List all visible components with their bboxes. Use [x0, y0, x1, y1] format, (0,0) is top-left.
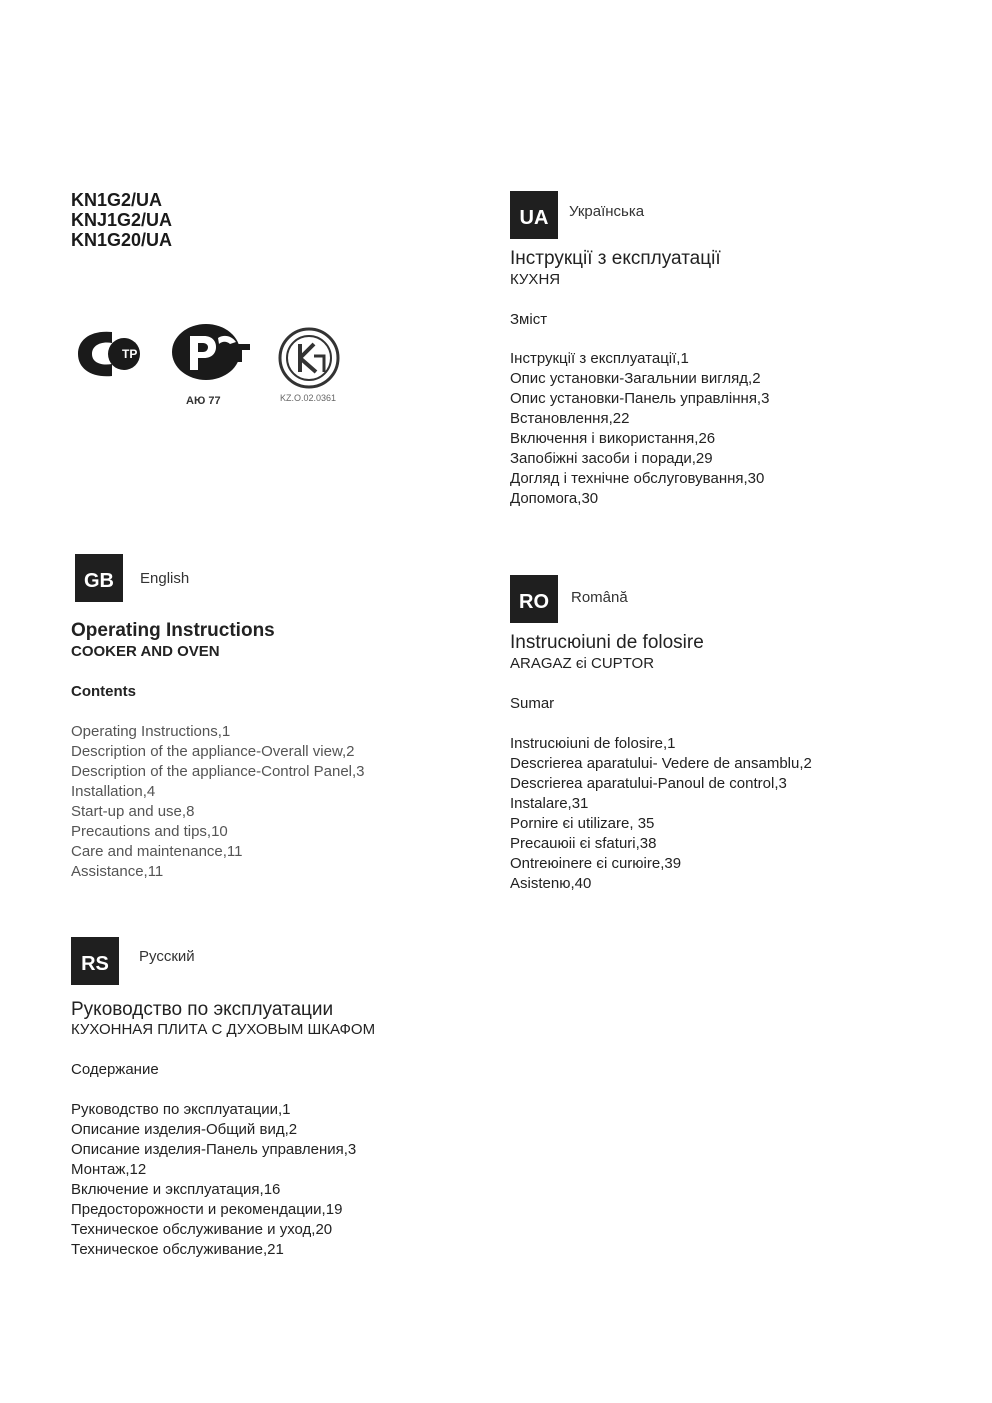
table-of-contents-ro: [510, 734, 812, 894]
toc-item: Assistance,11: [71, 863, 164, 880]
section-title-ro: Instrucюiuni de folosire: [510, 632, 704, 653]
toc-item: Техническое обслуживание и уход,20: [71, 1221, 333, 1238]
contents-label-rs: Содержание: [71, 1061, 159, 1078]
section-title-rs: Руководство по эксплуатации: [71, 999, 334, 1020]
toc-item: Включення і використання,26: [510, 430, 716, 447]
contents-label-gb: Contents: [71, 683, 136, 700]
table-of-contents-gb: [71, 722, 365, 882]
gost-r-mark-icon: [170, 322, 252, 384]
toc-item: Precautions and tips,10: [71, 823, 228, 840]
toc-item: Instalare,31: [510, 795, 589, 812]
section-subtitle-rs: КУХОННАЯ ПЛИТА С ДУХОВЫМ ШКАФОМ: [71, 1021, 376, 1038]
toc-item: Care and maintenance,11: [71, 843, 243, 860]
language-code-badge-rs: RS: [71, 937, 119, 985]
toc-item: Інструкції з експлуатації,1: [510, 350, 689, 367]
toc-item: Operating Instructions,1: [71, 723, 231, 740]
toc-item: Опис установки-Загальнии вигляд,2: [510, 370, 761, 387]
toc-item: Монтаж,12: [71, 1161, 147, 1178]
section-subtitle-ro: ARAGAZ єi CUPTOR: [510, 655, 655, 672]
gost-code-label: АЮ 77: [186, 395, 221, 407]
toc-item: Pornire єi utilizare, 35: [510, 815, 655, 832]
language-name-ro: Română: [571, 589, 628, 606]
toc-item: Start-up and use,8: [71, 803, 195, 820]
contents-label-ua: Зміст: [510, 311, 548, 328]
language-name-rs: Русский: [139, 948, 195, 965]
toc-item: Descrierea aparatului- Vedere de ansamblu,2: [510, 755, 812, 772]
toc-item: Ontreюinere єi curюire,39: [510, 855, 682, 872]
model-list: [71, 190, 172, 250]
toc-item: Встановлення,22: [510, 410, 630, 427]
toc-item: Догляд і технічне обслуговування,30: [510, 470, 765, 487]
toc-item: Installation,4: [71, 783, 156, 800]
language-code-badge-ua: UA: [510, 191, 558, 239]
kz-code-label: KZ.O.02.0361: [280, 393, 337, 403]
language-code-badge-ro: RO: [510, 575, 558, 623]
toc-item: Precauюii єi sfaturi,38: [510, 835, 657, 852]
toc-item: Описание изделия-Панель управления,3: [71, 1141, 357, 1158]
certification-marks: [74, 318, 354, 418]
toc-item: Descrierea aparatului-Panoul de control,3: [510, 775, 787, 792]
model-number: KN1G20/UA: [71, 230, 173, 250]
eac-mark-icon: [74, 326, 152, 382]
table-of-contents-rs: [71, 1100, 356, 1260]
toc-item: Предосторожности и рекомендации,19: [71, 1201, 343, 1218]
contents-label-ro: Sumar: [510, 695, 555, 712]
toc-item: Description of the appliance-Overall view,2: [71, 743, 355, 760]
toc-item: Instrucюiuni de folosire,1: [510, 735, 676, 752]
svg-text:TP: TP: [122, 347, 138, 361]
toc-item: Asistenю,40: [510, 875, 592, 892]
toc-item: Допомога,30: [510, 490, 599, 507]
toc-item: Запобіжні засоби і поради,29: [510, 450, 713, 467]
kz-mark-icon: [278, 326, 342, 390]
language-code-badge-gb: GB: [75, 554, 123, 602]
section-subtitle-ua: КУХНЯ: [510, 271, 561, 288]
toc-item: Включение и эксплуатация,16: [71, 1181, 281, 1198]
table-of-contents-ua: [510, 349, 769, 509]
toc-item: Техническое обслуживание,21: [71, 1241, 284, 1258]
language-name-gb: English: [140, 570, 190, 587]
model-number: KN1G2/UA: [71, 190, 163, 210]
section-title-ua: Інструкції з експлуатації: [510, 248, 721, 269]
model-number: KNJ1G2/UA: [71, 210, 173, 230]
section-title-gb: Operating Instructions: [71, 620, 275, 641]
language-name-ua: Українська: [569, 203, 645, 220]
section-subtitle-gb: COOKER AND OVEN: [71, 643, 220, 660]
toc-item: Руководство по эксплуатации,1: [71, 1101, 291, 1118]
toc-item: Description of the appliance-Control Panel,3: [71, 763, 365, 780]
toc-item: Описание изделия-Общий вид,2: [71, 1121, 298, 1138]
toc-item: Опис установки-Панель управління,3: [510, 390, 770, 407]
